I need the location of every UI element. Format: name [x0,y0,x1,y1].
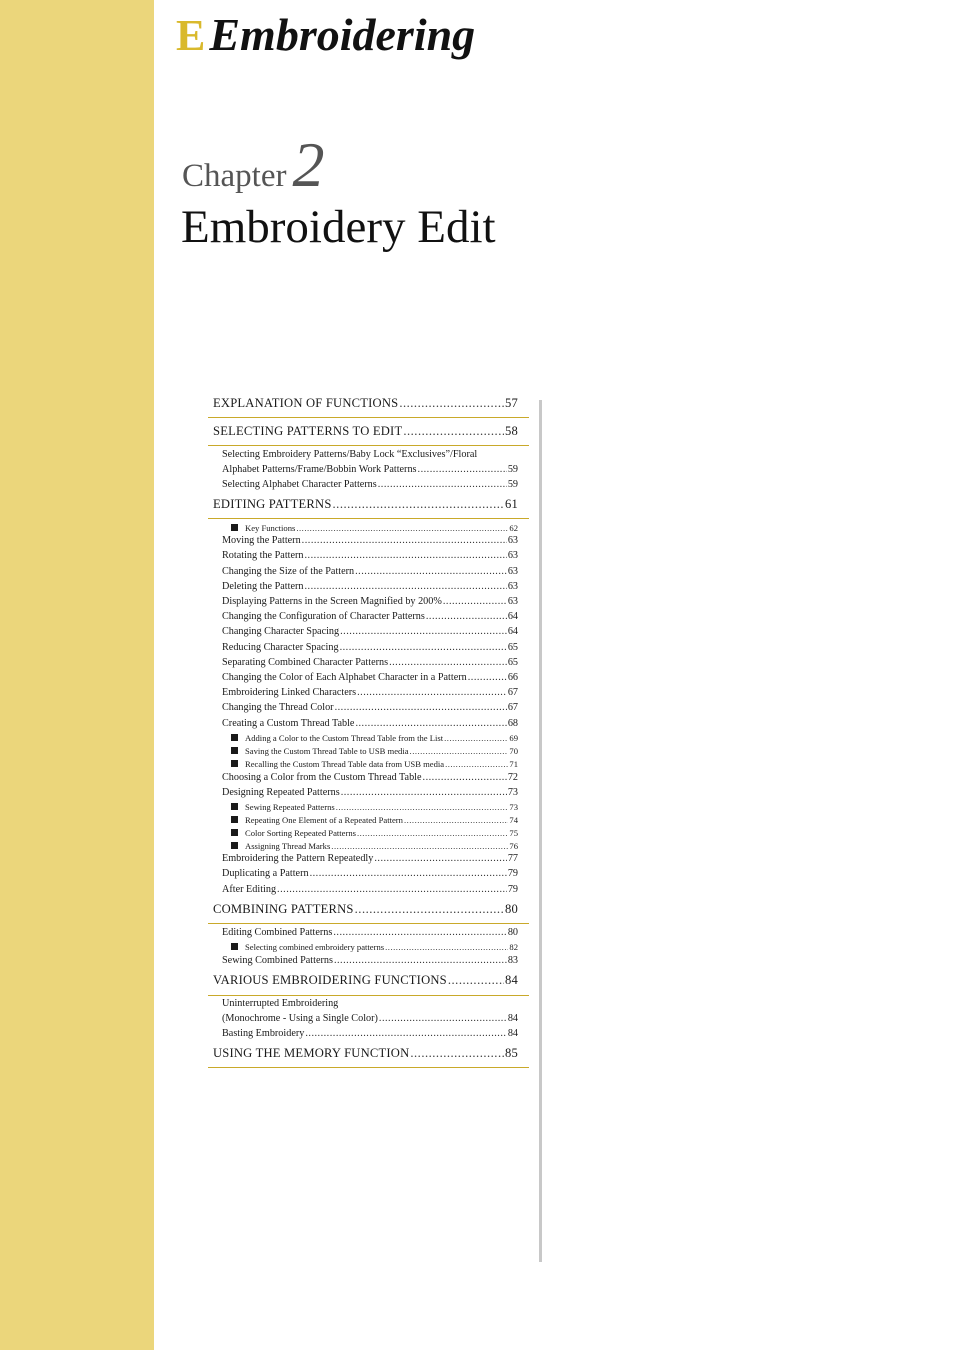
chapter-title: Embroidery Edit [181,201,496,253]
toc-page: 80 [507,927,518,938]
toc-page: 76 [509,841,518,851]
leader-dots [410,1046,504,1061]
toc-entry[interactable] [208,718,518,729]
section-rule [208,417,529,418]
leader-dots [378,479,507,490]
toc-page: 83 [507,955,518,966]
toc-label: Duplicating a Pattern [222,868,309,879]
toc-label: Changing the Size of the Pattern [222,566,355,577]
toc-subentry[interactable] [208,746,518,756]
section-rule [208,518,529,519]
chapter-number: 2 [292,129,325,200]
leader-dots [341,787,507,798]
toc-page: 79 [507,884,518,895]
leader-dots [403,424,504,439]
toc-entry[interactable] [208,955,518,966]
toc-page: 64 [507,611,518,622]
leader-dots [426,611,507,622]
toc-page: 77 [507,853,518,864]
toc-page: 63 [507,581,518,592]
toc-entry[interactable] [208,884,518,895]
leader-dots [374,853,506,864]
toc-label: Color Sorting Repeated Patterns [245,828,356,838]
leader-dots [277,884,507,895]
leader-dots [443,596,507,607]
toc-page: 84 [507,1013,518,1024]
leader-dots [304,581,506,592]
leader-dots [410,746,509,756]
section-heading [176,8,475,61]
chapter-word: Chapter [182,158,287,194]
toc-page: 59 [507,479,518,490]
toc-label: Saving the Custom Thread Table to USB media [245,746,409,756]
toc-entry[interactable] [208,772,518,783]
toc-label: Changing the Thread Color [222,702,334,713]
toc-page: 73 [509,802,518,812]
toc-label: SELECTING PATTERNS TO EDIT [213,424,403,438]
toc-label: Selecting combined embroidery patterns [245,942,385,952]
toc-section-combining[interactable] [208,902,529,917]
toc-label: Designing Repeated Patterns [222,787,340,798]
leader-dots [399,396,504,411]
toc-subentry[interactable] [208,733,518,743]
toc-entry[interactable] [208,535,518,546]
toc-label: Adding a Color to the Custom Thread Table from the List [245,733,444,743]
toc-label: USING THE MEMORY FUNCTION [213,1046,410,1060]
toc-label: Sewing Combined Patterns [222,955,333,966]
toc-page: 65 [507,657,518,668]
chapter-label [182,128,324,202]
square-bullet-icon [231,524,238,531]
yellow-sidebar-band [0,0,154,1350]
leader-dots [355,718,506,729]
toc-label: Editing Combined Patterns [222,927,333,938]
toc-entry-line[interactable]: Selecting Embroidery Patterns/Baby Lock “Exclusives”/Floral [222,449,478,460]
square-bullet-icon [231,816,238,823]
toc-section-editing[interactable] [208,497,529,512]
square-bullet-icon [231,829,238,836]
toc-page: 84 [507,1028,518,1039]
toc-label: Key Functions [245,523,296,533]
toc-page: 61 [505,497,518,511]
leader-dots [385,942,508,952]
leader-dots [333,497,504,512]
toc-entry[interactable] [208,853,518,864]
leader-dots [445,759,508,769]
toc-label: Reducing Character Spacing [222,642,339,653]
toc-label: Embroidering Linked Characters [222,687,357,698]
toc-entry[interactable] [208,868,518,879]
toc-page: 65 [507,642,518,653]
toc-label: Separating Combined Character Patterns [222,657,389,668]
toc-page: 63 [507,550,518,561]
toc-entry[interactable] [208,657,518,668]
leader-dots [404,815,508,825]
leader-dots [331,841,508,851]
toc-entry[interactable] [208,672,518,683]
toc-page: 64 [507,626,518,637]
toc-page: 63 [507,596,518,607]
leader-dots [335,702,507,713]
toc-label: Moving the Pattern [222,535,301,546]
leader-dots [340,626,507,637]
toc-entry[interactable] [208,702,518,713]
toc-label: (Monochrome - Using a Single Color) [222,1013,378,1024]
toc-page: 71 [509,759,518,769]
leader-dots [468,672,507,683]
toc-label: Repeating One Element of a Repeated Pattern [245,815,403,825]
leader-dots [296,523,508,533]
toc-page: 73 [507,787,518,798]
leader-dots [334,955,507,966]
leader-dots [305,550,507,561]
square-bullet-icon [231,760,238,767]
toc-subentry[interactable] [208,802,518,812]
toc-subentry[interactable] [208,828,518,838]
toc-subentry[interactable] [208,942,518,952]
leader-dots [305,1028,506,1039]
toc-entry[interactable] [208,566,518,577]
leader-dots [355,566,507,577]
toc-page: 82 [509,942,518,952]
toc-subentry[interactable] [208,841,518,851]
square-bullet-icon [231,734,238,741]
toc-page: 59 [507,464,518,475]
vertical-divider [539,400,542,1262]
toc-label: Changing Character Spacing [222,626,340,637]
toc-page: 75 [509,828,518,838]
section-rule [208,923,529,924]
toc-entry[interactable] [208,687,518,698]
toc-page: 66 [507,672,518,683]
toc-page: 80 [505,902,518,916]
leader-dots [357,687,507,698]
toc-entry[interactable] [208,1013,518,1024]
leader-dots [340,642,507,653]
leader-dots [355,902,504,917]
toc-section-various[interactable] [208,973,529,988]
toc-page: 72 [507,772,518,783]
toc-label: EDITING PATTERNS [213,497,332,511]
toc-label: Choosing a Color from the Custom Thread Table [222,772,422,783]
toc-page: 62 [509,523,518,533]
section-title: Embroidering [209,9,476,60]
toc-label: Alphabet Patterns/Frame/Bobbin Work Patterns [222,464,417,475]
leader-dots [423,772,507,783]
toc-subentry[interactable] [208,523,518,533]
toc-page: 67 [507,687,518,698]
toc-section-explanation[interactable] [208,396,529,411]
toc-label: After Editing [222,884,277,895]
toc-page: 85 [505,1046,518,1060]
toc-label: Changing the Configuration of Character Patterns [222,611,425,622]
toc-page: 63 [507,566,518,577]
toc-label: Changing the Color of Each Alphabet Character in a Pattern [222,672,467,683]
toc-subentry[interactable] [208,759,518,769]
toc-entry[interactable] [208,581,518,592]
leader-dots [379,1013,507,1024]
toc-entry[interactable] [208,479,518,490]
leader-dots [444,733,508,743]
toc-section-selecting[interactable] [208,424,529,439]
toc-label: Displaying Patterns in the Screen Magnified by 200% [222,596,442,607]
section-letter: E [176,11,206,60]
toc-entry[interactable] [208,1028,518,1039]
toc-entry[interactable] [208,550,518,561]
leader-dots [333,927,506,938]
leader-dots [357,828,508,838]
square-bullet-icon [231,842,238,849]
toc-label: Basting Embroidery [222,1028,305,1039]
section-rule [208,995,529,996]
toc-label: Recalling the Custom Thread Table data from USB media [245,759,445,769]
toc-entry[interactable] [208,596,518,607]
toc-label: Rotating the Pattern [222,550,304,561]
toc-label: VARIOUS EMBROIDERING FUNCTIONS [213,973,447,987]
toc-entry[interactable] [208,927,518,938]
toc-entry[interactable] [208,642,518,653]
toc-page: 69 [509,733,518,743]
toc-label: Embroidering the Pattern Repeatedly [222,853,374,864]
toc-label: EXPLANATION OF FUNCTIONS [213,396,399,410]
toc-page: 68 [507,718,518,729]
square-bullet-icon [231,803,238,810]
toc-page: 57 [505,396,518,410]
toc-entry[interactable] [208,626,518,637]
toc-page: 70 [509,746,518,756]
section-rule [208,445,529,446]
toc-subentry[interactable] [208,815,518,825]
leader-dots [310,868,507,879]
leader-dots [448,973,504,988]
square-bullet-icon [231,943,238,950]
section-rule [208,1067,529,1068]
toc-entry[interactable] [208,787,518,798]
toc-label: Creating a Custom Thread Table [222,718,355,729]
toc-entry[interactable] [208,464,518,475]
toc-entry[interactable] [208,611,518,622]
toc-page: 58 [505,424,518,438]
toc-page: 67 [507,702,518,713]
leader-dots [389,657,507,668]
toc-page: 79 [507,868,518,879]
toc-label: Selecting Alphabet Character Patterns [222,479,377,490]
toc-label: Assigning Thread Marks [245,841,331,851]
toc-section-memory[interactable] [208,1046,529,1061]
toc-label: COMBINING PATTERNS [213,902,354,916]
toc-label: Deleting the Pattern [222,581,304,592]
leader-dots [336,802,509,812]
toc-entry-line[interactable]: Uninterrupted Embroidering [222,998,339,1009]
toc-page: 63 [507,535,518,546]
leader-dots [418,464,507,475]
toc-page: 74 [509,815,518,825]
square-bullet-icon [231,747,238,754]
leader-dots [302,535,507,546]
toc-page: 84 [505,973,518,987]
toc-label: Sewing Repeated Patterns [245,802,335,812]
